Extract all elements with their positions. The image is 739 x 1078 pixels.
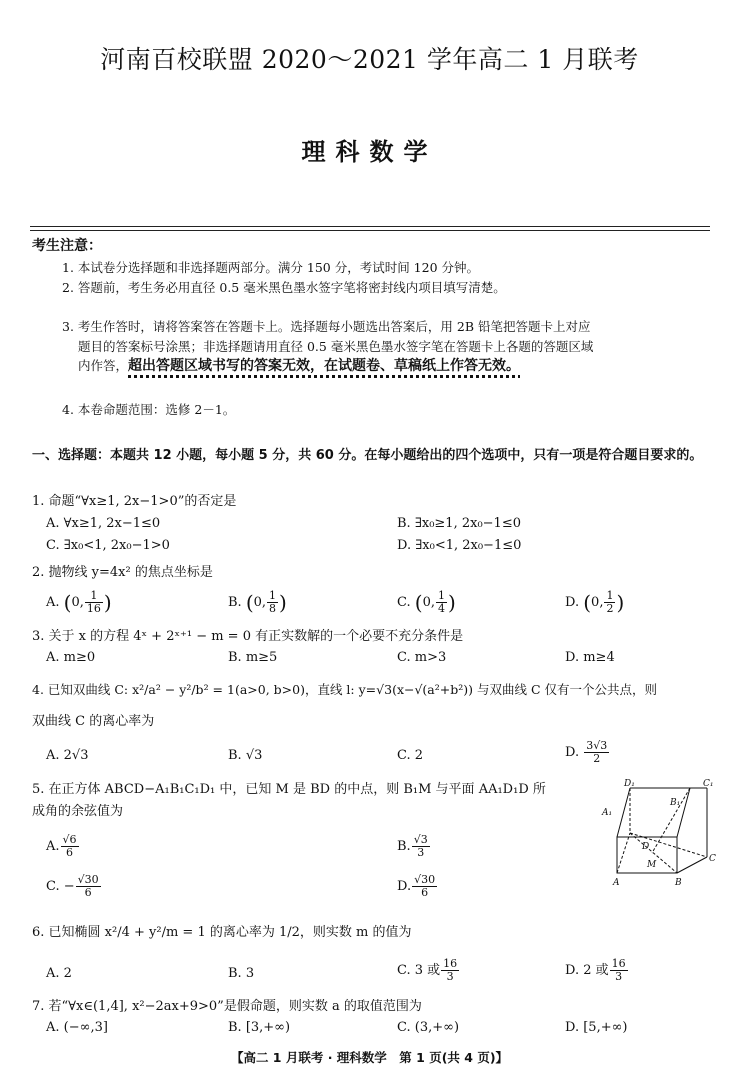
question-7-option-a: A. (−∞,3]	[46, 1020, 108, 1035]
figure-label-c1: C₁	[703, 779, 714, 789]
divider-rule-thin	[30, 230, 710, 231]
question-2-option-c: C. (0, $\frac{1}{4}$ )	[397, 589, 456, 615]
figure-label-b1: B₁	[670, 798, 681, 808]
question-4-option-a: A. 2√3	[46, 748, 89, 763]
figure-label-a: A	[613, 878, 620, 888]
figure-label-b: B	[675, 878, 682, 888]
page-footer: 【高二 1 月联考 · 理科数学 第 1 页(共 4 页)】	[230, 1050, 509, 1065]
section-heading: 一、选择题：本题共 12 小题，每小题 5 分，共 60 分。在每小题给出的四个选项中，只有一项是符合题目要求的。	[32, 448, 703, 463]
question-6-option-d: D. 2 或 $\frac{16}{3}$	[565, 957, 626, 983]
question-6-option-b: B. 3	[228, 966, 255, 981]
question-2-option-b: B. (0, $\frac{1}{8}$ )	[228, 589, 287, 615]
question-7-option-c: C. (3,+∞)	[397, 1020, 460, 1035]
divider-rule	[30, 226, 710, 227]
notice-item-2: 2. 答题前，考生务必用直径 0.5 毫米黑色墨水签字笔将密封线内项目填写清楚。	[62, 280, 506, 295]
question-5-option-a: A. $\frac{√6}{6}$	[46, 833, 77, 859]
question-5-stem-line1: 5. 在正方体 ABCD−A₁B₁C₁D₁ 中，已知 M 是 BD 的中点，则 B₁M 与平面 AA₁D₁D 所	[32, 782, 546, 797]
question-4-stem-line1: 4. 已知双曲线 C: x²/a² − y²/b² = 1(a>0, b>0)，直线 l: y=√3(x−√(a²+b²)) 与双曲线 C 仅有一个公共点，则	[32, 682, 657, 697]
question-1-option-a: A. ∀x≥1, 2x−1≤0	[46, 516, 161, 531]
figure-label-m: M	[647, 860, 657, 870]
question-3-option-d: D. m≥4	[565, 650, 615, 665]
question-2-option-a: A. (0, $\frac{1}{16}$ )	[46, 589, 112, 615]
exam-title: 河南百校联盟 2020～2021 学年高二 1 月联考	[100, 45, 639, 74]
question-4-stem-line2: 双曲线 C 的离心率为	[32, 714, 155, 729]
question-7-stem: 7. 若“∀x∈(1,4], x²−2ax+9>0”是假命题，则实数 a 的取值范围为	[32, 999, 422, 1014]
notice-item-3-emphasis: 超出答题区域书写的答案无效，在试题卷、草稿纸上作答无效。	[128, 358, 521, 374]
figure-label-a1: A₁	[602, 808, 613, 818]
figure-label-d1: D₁	[624, 779, 635, 789]
notice-item-4: 4. 本卷命题范围：选修 2－1。	[62, 402, 236, 417]
question-5-option-d: D. $\frac{√30}{6}$	[397, 873, 436, 899]
question-5-stem-line2: 成角的余弦值为	[32, 804, 124, 819]
question-6-option-c: C. 3 或 $\frac{16}{3}$	[397, 957, 458, 983]
question-7-option-b: B. [3,+∞)	[228, 1020, 291, 1035]
question-3-option-b: B. m≥5	[228, 650, 278, 665]
cube-figure	[600, 775, 720, 890]
question-4-option-b: B. √3	[228, 748, 263, 763]
question-1-stem: 1. 命题“∀x≥1, 2x−1>0”的否定是	[32, 494, 237, 509]
question-3-stem: 3. 关于 x 的方程 4ˣ + 2ˣ⁺¹ − m = 0 有正实数解的一个必要不充分条件是	[32, 629, 464, 644]
question-5-option-b: B. $\frac{√3}{3}$	[397, 833, 428, 859]
question-2-option-d: D. (0, $\frac{1}{2}$ )	[565, 589, 625, 615]
question-5-option-c: C. − $\frac{√30}{6}$	[46, 873, 99, 899]
question-6-stem: 6. 已知椭圆 x²/4 + y²/m = 1 的离心率为 1/2，则实数 m 的值为	[32, 925, 412, 940]
question-3-option-a: A. m≥0	[46, 650, 96, 665]
notice-item-3	[62, 317, 598, 377]
question-2-stem: 2. 抛物线 y=4x² 的焦点坐标是	[32, 565, 213, 580]
notice-item-3-text: 3. 考生作答时，请将答案答在答题卡上。选择题每小题选出答案后，用 2B 铅笔把答题卡上对应题目的答案标号涂黑；非选择题请用直径 0.5 毫米黑色墨水签字笔在答题卡上各题的答题区域内作答，	[62, 319, 594, 373]
question-4-option-d: D. $\frac{3√3}{2}$	[565, 739, 608, 765]
question-7-option-d: D. [5,+∞)	[565, 1020, 628, 1035]
notice-item-1: 1. 本试卷分选择题和非选择题两部分。满分 150 分，考试时间 120 分钟。	[62, 260, 480, 275]
question-1-option-c: C. ∃x₀<1, 2x₀−1>0	[46, 538, 170, 553]
question-4-option-c: C. 2	[397, 748, 424, 763]
figure-label-d: D	[642, 842, 650, 852]
question-1-option-b: B. ∃x₀≥1, 2x₀−1≤0	[397, 516, 521, 531]
question-3-option-c: C. m>3	[397, 650, 447, 665]
notice-heading: 考生注意：	[32, 238, 102, 254]
figure-label-c: C	[709, 854, 716, 864]
subject-title: 理科数学	[301, 138, 438, 166]
question-1-option-d: D. ∃x₀<1, 2x₀−1≤0	[397, 538, 522, 553]
question-6-option-a: A. 2	[46, 966, 72, 981]
